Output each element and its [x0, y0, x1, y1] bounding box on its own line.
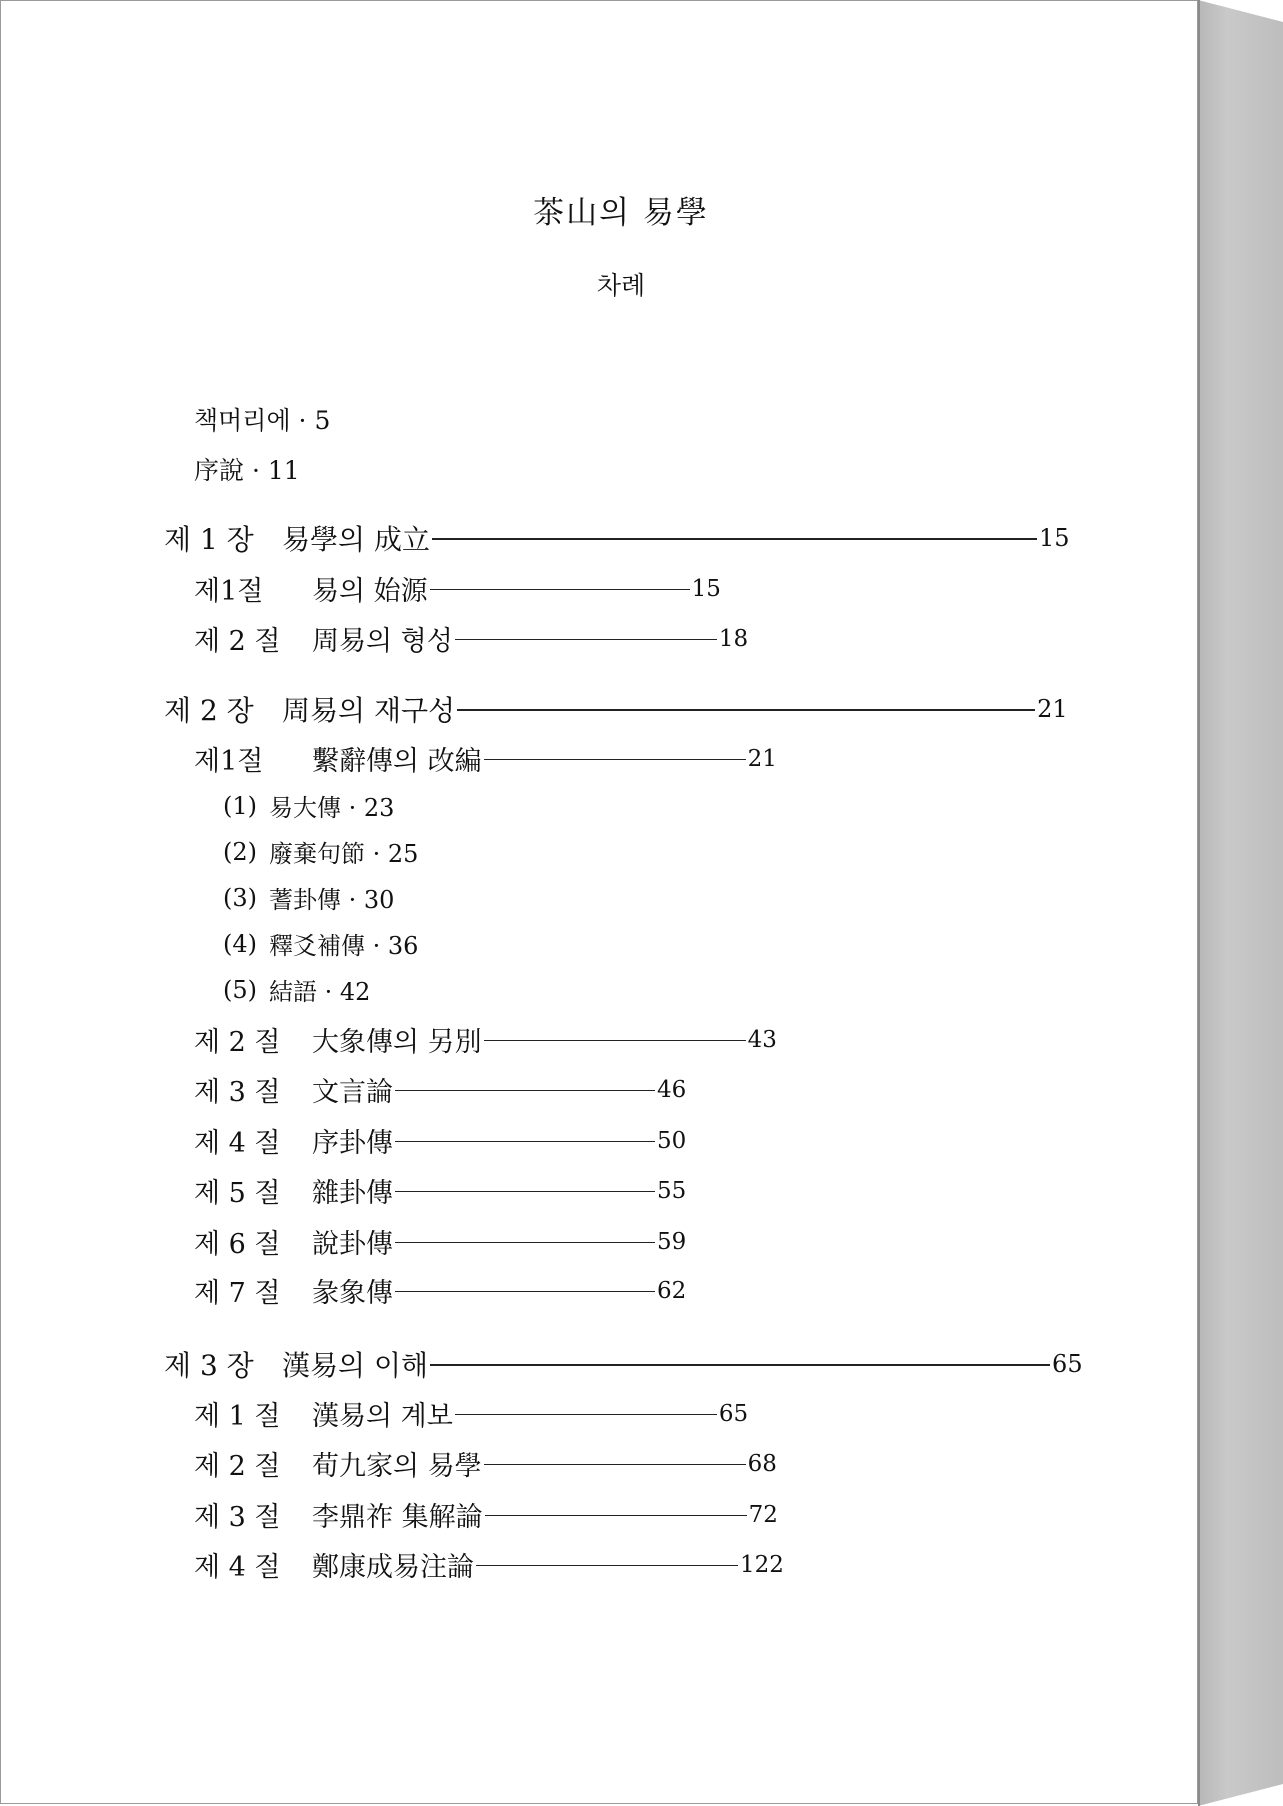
section-title: 周易의 형성	[312, 626, 453, 657]
chapter-label: 제 2 장	[164, 694, 254, 727]
toc-subsection[interactable]	[223, 880, 394, 915]
section-label: 제 3 절	[194, 1502, 281, 1533]
subsection-title: 易大傳 · 23	[269, 794, 395, 822]
section-label: 제 1 절	[194, 1401, 281, 1432]
chapter-title: 周易의 재구성	[282, 694, 456, 727]
page-edge-line	[1198, 0, 1200, 1806]
section-label: 제 7 절	[194, 1278, 281, 1309]
page-number: 46	[657, 1076, 687, 1103]
leader-line	[395, 1191, 655, 1193]
subsection-number: (4)	[223, 929, 257, 958]
leader-line	[395, 1090, 655, 1092]
section-title: 序卦傳	[312, 1128, 393, 1159]
toc-section[interactable]	[194, 1121, 686, 1160]
leader-line	[484, 1040, 746, 1042]
section-title: 易의 始源	[312, 576, 428, 607]
book-title: 茶山의 易學	[533, 195, 709, 231]
section-label: 제 4 절	[194, 1128, 281, 1159]
toc-chapter-1[interactable]	[164, 518, 1070, 558]
toc-chapter-3[interactable]	[164, 1344, 1083, 1384]
toc-section[interactable]	[194, 619, 748, 658]
page-number: 43	[747, 1026, 777, 1053]
section-title: 文言論	[312, 1077, 393, 1108]
leader-line	[430, 1364, 1050, 1366]
section-title: 荀九家의 易學	[312, 1451, 482, 1482]
toc-section[interactable]	[194, 1020, 777, 1059]
leader-line	[430, 589, 690, 591]
toc-preface-item[interactable]: 序說 · 11	[194, 456, 300, 485]
page-number: 15	[1038, 524, 1070, 552]
leader-line	[457, 709, 1035, 711]
subsection-title: 釋爻補傳 · 36	[269, 932, 419, 960]
section-label: 제 2 절	[194, 1451, 281, 1482]
page-number: 55	[657, 1177, 687, 1204]
section-label: 제 6 절	[194, 1229, 281, 1260]
leader-line	[484, 1464, 746, 1466]
section-title: 雜卦傳	[312, 1178, 393, 1209]
leader-line	[432, 538, 1037, 540]
chapter-title: 漢易의 이해	[282, 1349, 429, 1382]
page-number: 65	[718, 1400, 749, 1427]
subsection-number: (2)	[223, 837, 257, 866]
toc-section[interactable]	[194, 1444, 777, 1483]
toc-subsection[interactable]	[223, 926, 418, 961]
section-label: 제 2 절	[194, 1027, 281, 1058]
leader-line	[455, 1414, 717, 1416]
book-spine-edge	[1198, 0, 1283, 1806]
page-number: 62	[657, 1277, 687, 1304]
toc-section[interactable]	[194, 1394, 748, 1433]
section-label: 제 3 절	[194, 1077, 281, 1108]
toc-chapter-2[interactable]	[164, 689, 1068, 729]
toc-subsection[interactable]	[223, 834, 418, 869]
page-number: 15	[691, 575, 721, 602]
subsection-title: 廢棄句節 · 25	[269, 840, 419, 868]
section-title: 彖象傳	[312, 1278, 393, 1309]
section-label: 제 5 절	[194, 1178, 281, 1209]
toc-subsection[interactable]	[223, 788, 394, 823]
toc-heading: 차례	[596, 271, 646, 300]
toc-section[interactable]	[194, 1545, 784, 1584]
section-title: 漢易의 계보	[312, 1401, 453, 1432]
page-number: 18	[718, 625, 749, 652]
page-number: 59	[657, 1228, 687, 1255]
leader-line	[485, 1515, 747, 1517]
chapter-label: 제 1 장	[164, 523, 254, 556]
section-label: 제1절	[194, 576, 264, 607]
toc-preface-item[interactable]: 책머리에 · 5	[194, 406, 331, 435]
page-number: 72	[748, 1501, 778, 1528]
page-number: 122	[740, 1551, 784, 1578]
leader-line	[476, 1565, 738, 1567]
toc-section[interactable]	[194, 1171, 686, 1210]
page-number: 50	[657, 1127, 687, 1154]
toc-section[interactable]	[194, 739, 777, 778]
chapter-title: 易學의 成立	[282, 523, 430, 556]
page-number: 65	[1052, 1350, 1083, 1378]
toc-section[interactable]	[194, 1070, 686, 1109]
page-number: 21	[1037, 695, 1068, 723]
leader-line	[455, 639, 717, 641]
section-label: 제 2 절	[194, 626, 281, 657]
section-title: 大象傳의 另別	[312, 1027, 482, 1058]
subsection-number: (5)	[223, 975, 257, 1004]
section-title: 鄭康成易注論	[312, 1552, 474, 1583]
section-title: 繫辭傳의 改編	[312, 746, 482, 777]
leader-line	[395, 1141, 655, 1143]
subsection-title: 結語 · 42	[269, 978, 371, 1006]
subsection-title: 蓍卦傳 · 30	[269, 886, 395, 914]
section-title: 李鼎祚 集解論	[312, 1502, 483, 1533]
section-title: 說卦傳	[312, 1229, 393, 1260]
leader-line	[395, 1242, 655, 1244]
toc-section[interactable]	[194, 569, 721, 608]
leader-line	[395, 1291, 655, 1293]
page-number: 68	[747, 1450, 777, 1477]
toc-subsection[interactable]	[223, 972, 370, 1007]
toc-section[interactable]	[194, 1495, 778, 1534]
page-number: 21	[747, 745, 777, 772]
toc-section[interactable]	[194, 1271, 686, 1310]
subsection-number: (3)	[223, 883, 257, 912]
toc-section[interactable]	[194, 1222, 686, 1261]
section-label: 제1절	[194, 746, 264, 777]
chapter-label: 제 3 장	[164, 1349, 254, 1382]
section-label: 제 4 절	[194, 1552, 281, 1583]
subsection-number: (1)	[223, 791, 257, 820]
leader-line	[484, 759, 746, 761]
